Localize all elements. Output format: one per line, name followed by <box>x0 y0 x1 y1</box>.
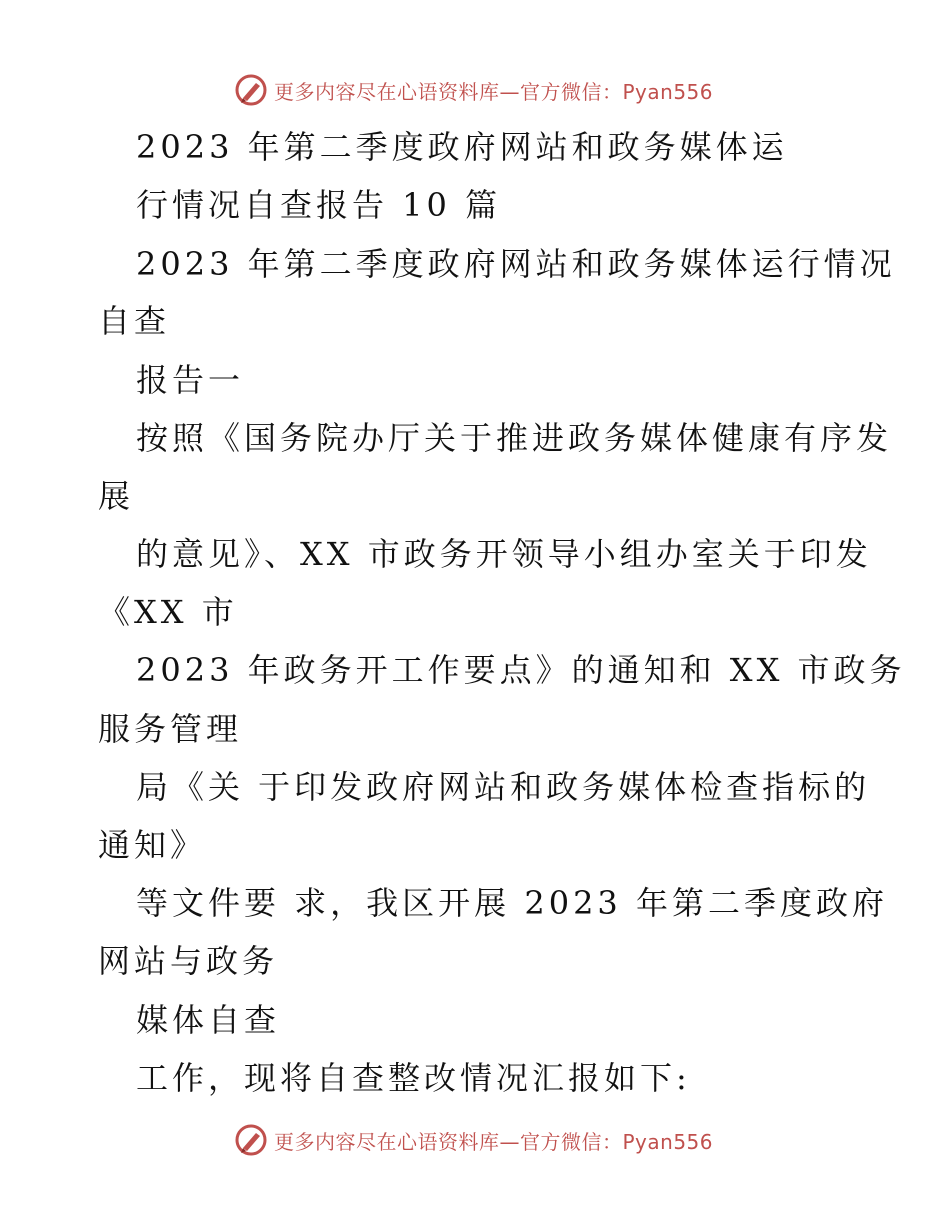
report-label: 报告一 <box>136 361 245 399</box>
title-line-2: 行情况自查报告 10 篇 <box>136 186 502 224</box>
body-line-1: 按照《国务院办厅关于推进政务媒体健康有序发 <box>136 419 893 457</box>
body-line-9: 等文件要 求，我区开展 2023 年第二季度政府 <box>136 884 888 922</box>
pen-logo-icon <box>234 73 268 107</box>
body-line-12: 工作，现将自查整改情况汇报如下: <box>136 1059 691 1097</box>
title-line-1: 2023 年第二季度政府网站和政务媒体运 <box>136 128 788 166</box>
watermark-text: 更多内容尽在心语资料库—官方微信：Pyan556 <box>274 79 714 104</box>
body-line-8: 通知》 <box>98 826 207 864</box>
body-line-6: 服务管理 <box>98 710 243 748</box>
watermark-text: 更多内容尽在心语资料库—官方微信：Pyan556 <box>274 1129 714 1154</box>
watermark-header <box>234 73 713 107</box>
heading-line-2: 自查 <box>98 302 171 340</box>
watermark-footer <box>234 1123 713 1157</box>
body-line-11: 媒体自查 <box>136 1001 281 1039</box>
pen-logo-icon <box>234 1123 268 1157</box>
body-line-3: 的意见》、XX 市政务开领导小组办室关于印发 <box>136 535 872 573</box>
body-line-2: 展 <box>98 477 135 515</box>
body-line-5: 2023 年政务开工作要点》的通知和 XX 市政务 <box>136 651 906 689</box>
body-line-10: 网站与政务 <box>98 942 279 980</box>
body-line-7: 局《关 于印发政府网站和政务媒体检查指标的 <box>136 768 871 806</box>
body-line-4: 《XX 市 <box>98 593 238 631</box>
heading-line-1: 2023 年第二季度政府网站和政务媒体运行情况 <box>136 245 896 283</box>
